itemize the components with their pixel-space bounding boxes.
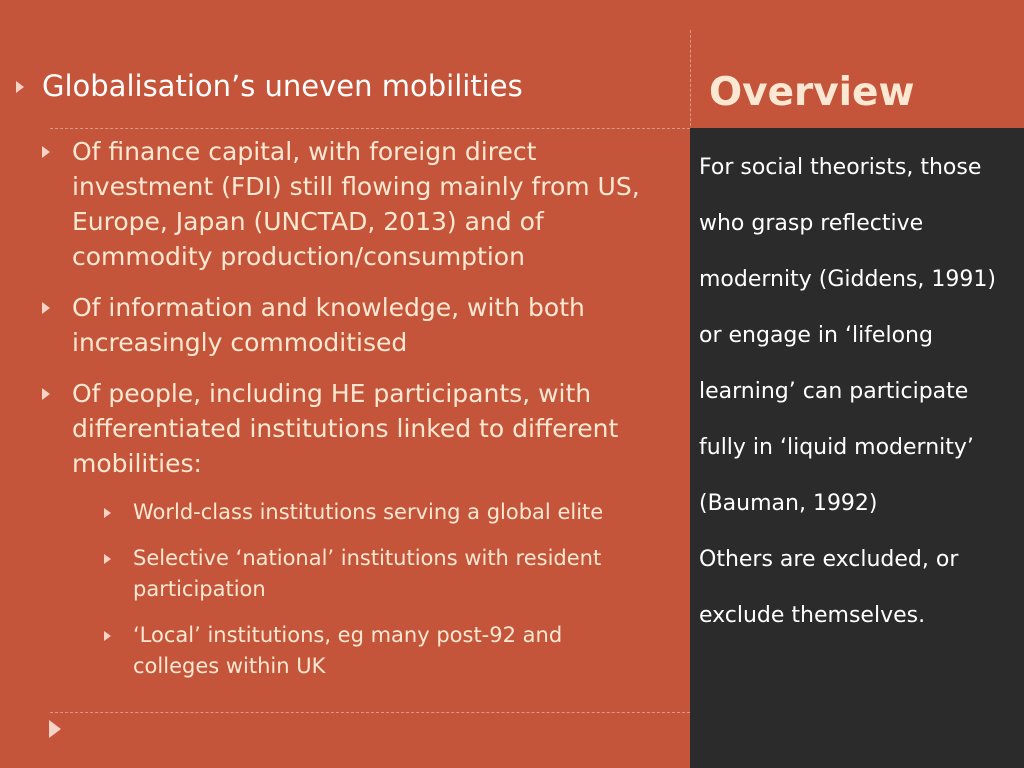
- bullet-text: Of people, including HE participants, with differentiated institutions linked to different mobilities:: [72, 379, 619, 478]
- sub-bullet-item: [40, 497, 640, 528]
- bullet-item: [40, 134, 640, 274]
- bullet-arrow-icon: [42, 388, 50, 400]
- bullet-list: [40, 134, 640, 697]
- sub-bullet-text: World-class institutions serving a global elite: [133, 500, 604, 524]
- slide-title: Overview: [709, 70, 915, 115]
- heading-text: Globalisation’s uneven mobilities: [42, 69, 523, 103]
- panel-paragraph-1: For social theorists, those who grasp reflective modernity (Giddens, 1991) or engage in ‘lifelong learning’ can participate fully in ‘liquid modernity’ (Bauman, 1992): [699, 155, 996, 516]
- heading-divider: [50, 128, 690, 129]
- bullet-text: Of information and knowledge, with both increasingly commoditised: [72, 293, 585, 357]
- panel-paragraph-2: Others are excluded, or exclude themselves.: [699, 547, 959, 628]
- bullet-arrow-icon: [42, 302, 50, 314]
- bullet-arrow-icon: [42, 146, 50, 158]
- sub-bullet-arrow-icon: [104, 554, 111, 564]
- sub-bullet-item: [40, 543, 640, 605]
- sub-bullet-text: Selective ‘national’ institutions with resident participation: [133, 546, 602, 601]
- side-panel-text: [699, 140, 1017, 644]
- vertical-divider: [690, 30, 691, 126]
- sub-bullet-arrow-icon: [104, 508, 111, 518]
- bullet-item: [40, 290, 640, 360]
- bullet-text: Of finance capital, with foreign direct investment (FDI) still flowing mainly from US, Europe, Japan (UNCTAD, 2013) and of commodity production/consumption: [72, 137, 640, 271]
- sub-bullet-item: [40, 620, 640, 682]
- footer-divider: [50, 712, 690, 713]
- sub-bullet-arrow-icon: [104, 631, 111, 641]
- slide-heading: [16, 68, 666, 104]
- next-slide-arrow-icon[interactable]: [49, 720, 61, 738]
- sub-bullet-text: ‘Local’ institutions, eg many post-92 and colleges within UK: [133, 623, 563, 678]
- bullet-arrow-icon: [16, 81, 24, 93]
- bullet-item: [40, 376, 640, 481]
